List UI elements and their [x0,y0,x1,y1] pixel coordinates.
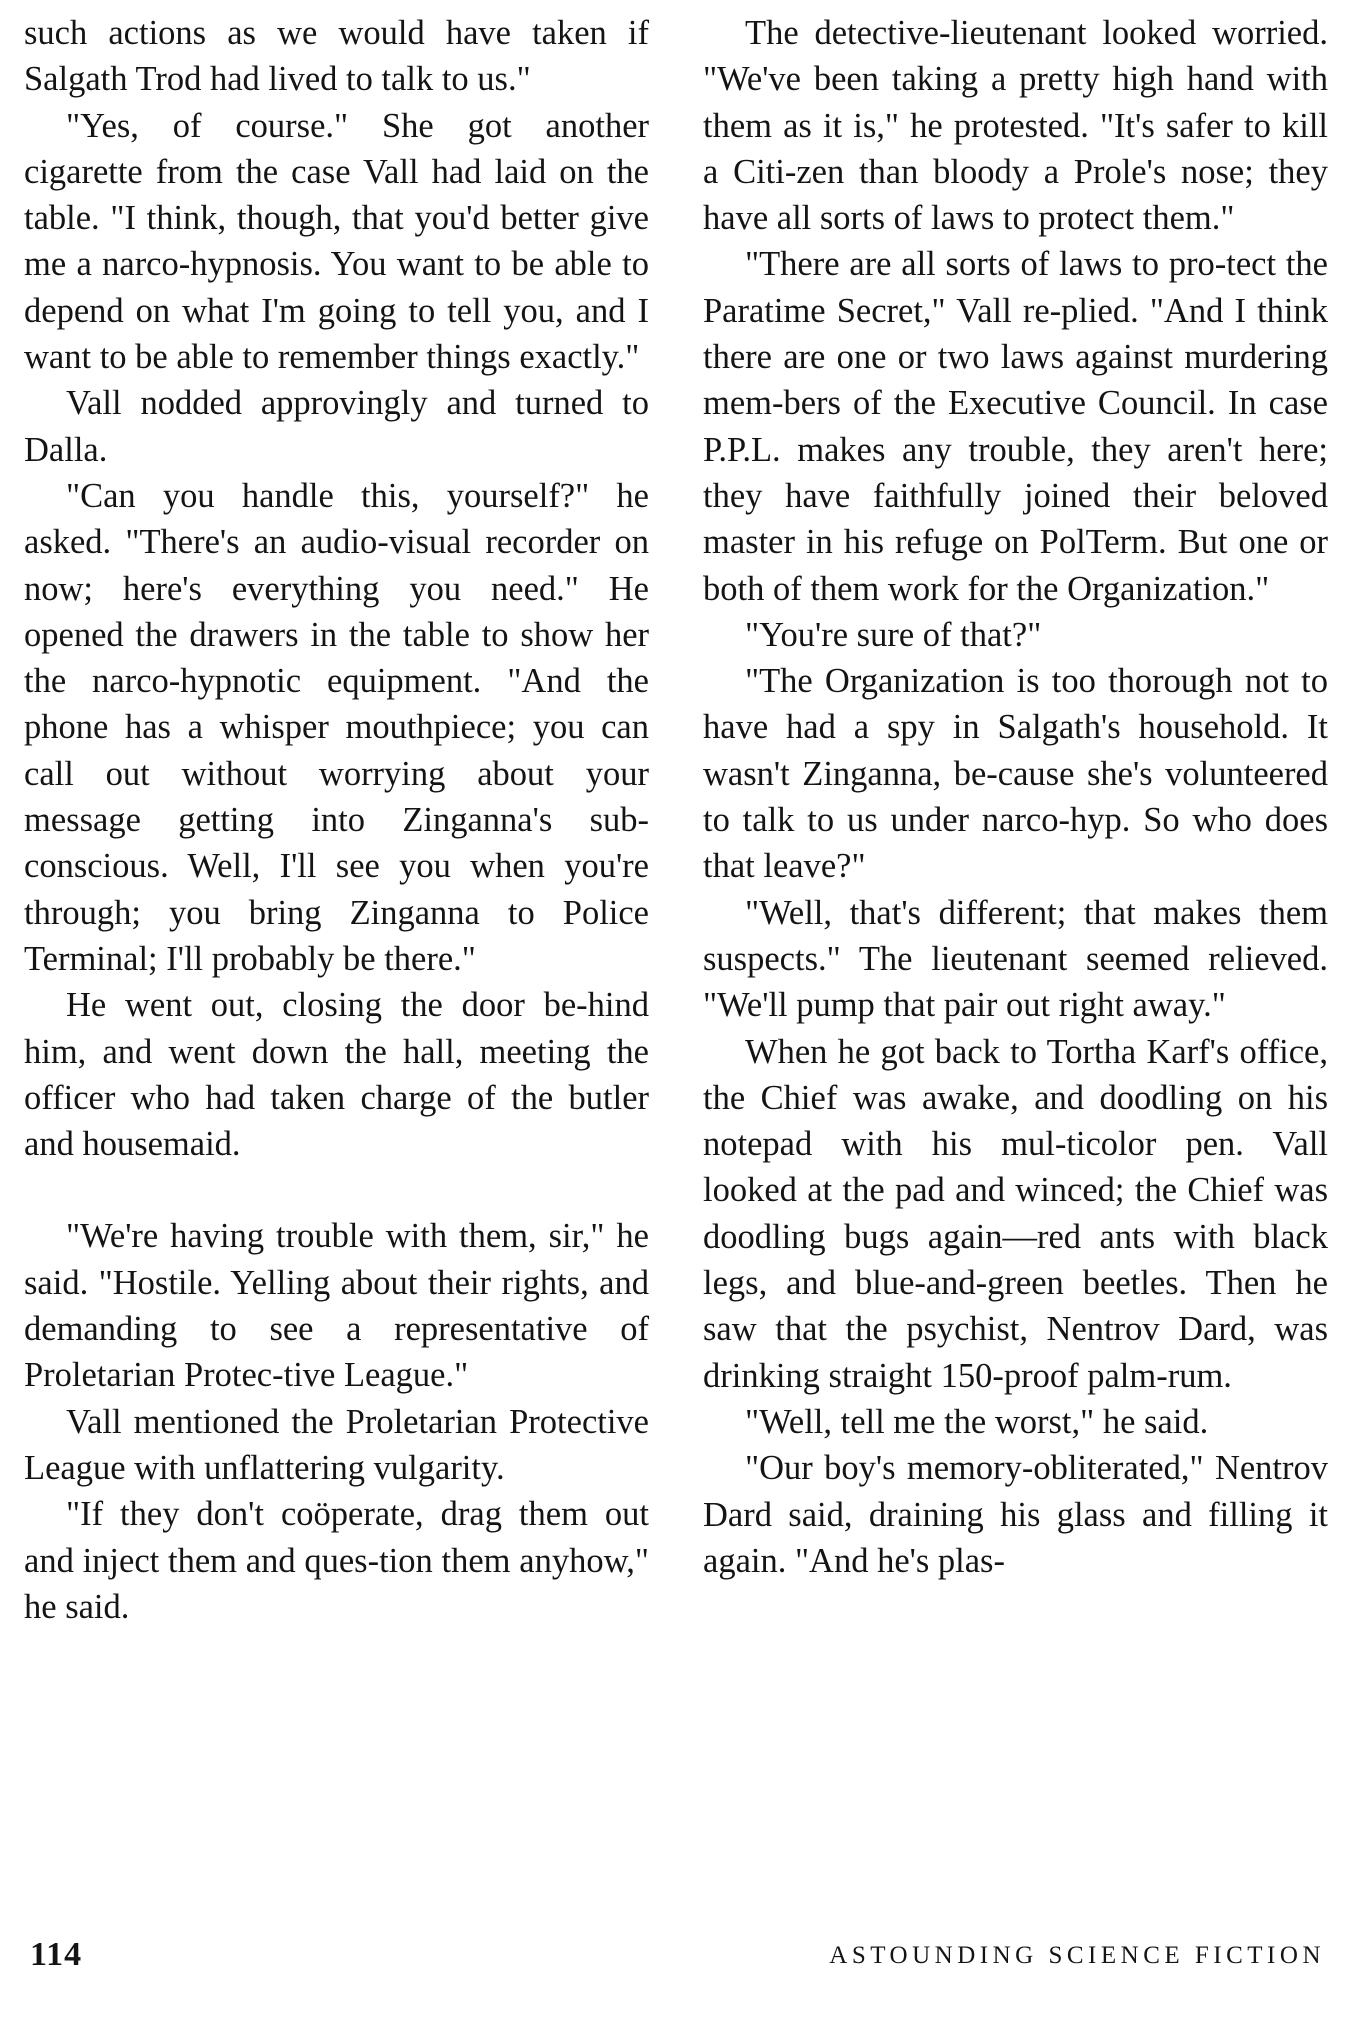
page-number: 114 [30,1936,83,1973]
paragraph: "The Organization is too thorough not to have had a spy in Salgath's household. It wasn't Zinganna, be-cause she's volunteered to talk to us under narco-hyp. So who does that leave?" [703,662,1328,886]
paragraph: "Our boy's memory-obliterated," Nentrov Dard said, draining his glass and filling it again. "And he's plas- [703,1449,1328,1580]
paragraph: "Yes, of course." She got another cigarette from the case Vall had laid on the table. "I think, though, that you'd better give me a narco-hypnosis. You want to be able to depend on what I'm going to tell you, and I want to be able to remember things exactly." [24,106,649,377]
paragraph: "You're sure of that?" [745,615,1042,654]
paragraph: "Well, tell me the worst," he said. [745,1402,1209,1441]
paragraph: "If they don't coöperate, drag them out and inject them and ques-tion them anyhow," he said. [24,1495,649,1626]
paragraph: He went out, closing the door be-hind him, and went down the hall, meeting the officer who had taken charge of the butler and housemaid. [24,986,649,1164]
paragraph: When he got back to Tortha Karf's office, the Chief was awake, and doodling on his notepad with his mul-ticolor pen. Vall looked at the pad and winced; the Chief was doodling bugs again—red ants with black legs, and blue-and-green beetles. Then he saw that the psychist, Nentrov Dard, was drinking straight 150-proof palm-rum. [703,1032,1328,1395]
right-text-column [703,10,1328,1584]
paragraph: "There are all sorts of laws to pro-tect the Paratime Secret," Vall re-plied. "And I think there are one or two laws against murdering mem-bers of the Executive Council. In case P.P.L. makes any trouble, they aren't here; they have faithfully joined their beloved master in his refuge on PolTerm. But one or both of them work for the Organization." [703,245,1328,608]
paragraph: Vall nodded approvingly and turned to Dalla. [24,384,649,469]
paragraph: Vall mentioned the Proletarian Protective League with unflattering vulgarity. [24,1402,649,1487]
left-text-column [24,10,649,1630]
paragraph: "Can you handle this, yourself?" he asked. "There's an audio-visual recorder on now; here's everything you need." He opened the drawers in the table to show her the narco-hypnotic equipment. "And the phone has a whisper mouthpiece; you can call out without worrying about your message getting into Zinganna's sub-conscious. Well, I'll see you when you're through; you bring Zinganna to Police Terminal; I'll probably be there." [24,476,649,978]
paragraph: "We're having trouble with them, sir," he said. "Hostile. Yelling about their rights, and demanding to see a representative of Proletarian Protec-tive League." [24,1217,649,1395]
page-footer [0,1936,1349,1996]
paragraph: The detective-lieutenant looked worried. "We've been taking a pretty high hand with them as it is," he protested. "It's safer to kill a Citi-zen than bloody a Prole's nose; they have all sorts of laws to protect them." [703,14,1328,238]
running-title: ASTOUNDING SCIENCE FICTION [829,1942,1325,1969]
paragraph: such actions as we would have taken if Salgath Trod had lived to talk to us." [24,14,649,99]
paragraph: "Well, that's different; that makes them suspects." The lieutenant seemed relieved. "We'll pump that pair out right away." [703,893,1328,1025]
